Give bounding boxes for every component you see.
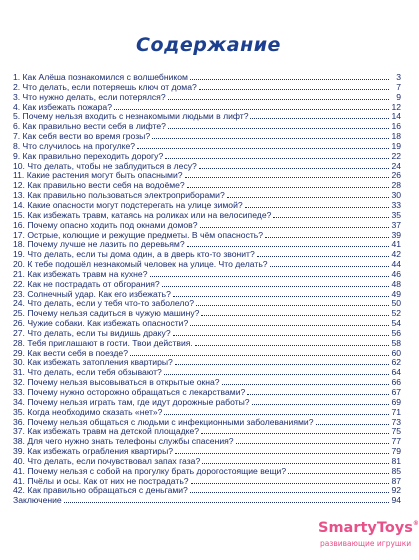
toc-entry-title: 40. Что делать, если почувствовал запах газа? bbox=[13, 455, 201, 466]
toc-entry-page: 48 bbox=[391, 278, 401, 289]
toc-leader-dots bbox=[185, 176, 389, 178]
toc-entry-title: 39. Как избежать ограбления квартиры? bbox=[13, 446, 174, 457]
toc-entry-title: 2. Что делать, если потеряешь ключ от дома? bbox=[13, 81, 197, 92]
toc-leader-dots bbox=[190, 491, 389, 493]
logo-tagline: развивающие игрушки bbox=[320, 539, 412, 548]
toc-leader-dots bbox=[201, 314, 389, 316]
toc-leader-dots bbox=[245, 206, 389, 208]
toc-entry-title: 41. Почему нельзя с собой на прогулку брать дорогостоящие вещи? bbox=[13, 465, 287, 476]
toc-leader-dots bbox=[265, 236, 389, 238]
toc-entry-page: 79 bbox=[391, 446, 401, 457]
toc-leader-dots bbox=[190, 78, 389, 80]
toc-entry-title: 26. Чужие собаки. Как избежать опасности? bbox=[13, 318, 189, 329]
toc-leader-dots bbox=[64, 501, 389, 503]
toc-leader-dots bbox=[257, 255, 389, 257]
toc-entry-page: 62 bbox=[391, 357, 401, 368]
toc-entry-page: 28 bbox=[391, 180, 401, 191]
toc-entry-title: 19. Что делать, если ты дома один, а в дверь кто-то звонит? bbox=[13, 249, 255, 260]
toc-entry-page: 42 bbox=[391, 249, 401, 260]
toc-leader-dots bbox=[236, 442, 389, 444]
toc-leader-dots bbox=[250, 117, 389, 119]
toc-entry-page: 52 bbox=[391, 308, 401, 319]
toc-entry-title: 36. Почему нельзя общаться с людьми с инфекционными заболеваниями? bbox=[13, 416, 314, 427]
toc-entry-page: 94 bbox=[391, 495, 401, 506]
toc-entry-page: 24 bbox=[391, 160, 401, 171]
toc-entry-title: 34. Почему нельзя играть там, где идут дорожные работы? bbox=[13, 396, 250, 407]
toc-entry-page: 54 bbox=[391, 318, 401, 329]
toc-entry-page: 67 bbox=[391, 387, 401, 397]
toc-leader-dots bbox=[252, 403, 389, 405]
toc-entry-title: 35. Когда необходимо сказать «нет»? bbox=[13, 406, 163, 417]
toc-leader-dots bbox=[137, 147, 389, 149]
toc-entry-title: 8. Что случилось на прогулке? bbox=[13, 140, 136, 151]
toc-entry-page: 41 bbox=[391, 239, 401, 250]
toc-entry-title: 20. К тебе подошёл незнакомый человек на улице. Что делать? bbox=[13, 259, 268, 270]
toc-entry-page: 66 bbox=[391, 377, 401, 388]
toc-entry-title: 5. Почему нельзя входить с незнакомыми людьми в лифт? bbox=[13, 111, 249, 122]
toc-entry-page: 7 bbox=[396, 81, 401, 92]
toc-entry-title: 10. Что делать, чтобы не заблудиться в лесу? bbox=[13, 160, 197, 171]
toc-leader-dots bbox=[152, 137, 389, 139]
toc-entry-title: 14. Какие опасности могут подстерегать на улице зимой? bbox=[13, 199, 243, 210]
toc-leader-dots bbox=[130, 354, 389, 356]
toc-entry-page: 85 bbox=[391, 465, 401, 476]
toc-entry-title: 1. Как Алёша познакомился с волшебником bbox=[13, 72, 188, 82]
table-of-contents bbox=[13, 73, 401, 506]
toc-leader-dots bbox=[173, 334, 389, 336]
toc-entry-page: 81 bbox=[391, 455, 401, 466]
toc-entry-page: 92 bbox=[391, 485, 401, 496]
toc-leader-dots bbox=[168, 127, 389, 129]
toc-entry-title: 31. Что делать, если тебя обзывают? bbox=[13, 367, 162, 378]
toc-entry bbox=[13, 486, 401, 496]
toc-entry-title: 11. Какие растения могут быть опасными? bbox=[13, 170, 183, 181]
toc-leader-dots bbox=[222, 383, 389, 385]
toc-leader-dots bbox=[175, 363, 389, 365]
toc-entry-page: 39 bbox=[391, 229, 401, 240]
toc-entry-page: 30 bbox=[391, 190, 401, 201]
toc-entry-title: 13. Как правильно пользоваться электроприборами? bbox=[13, 190, 225, 201]
toc-leader-dots bbox=[150, 275, 390, 277]
toc-entry-title: 22. Как не пострадать от обгорания? bbox=[13, 278, 160, 289]
toc-leader-dots bbox=[190, 324, 389, 326]
toc-entry-title: 25. Почему нельзя садиться в чужую машину? bbox=[13, 308, 200, 319]
toc-entry-page: 19 bbox=[391, 140, 401, 151]
toc-leader-dots bbox=[165, 157, 389, 159]
toc-entry-page: 60 bbox=[391, 347, 401, 358]
toc-entry-page: 26 bbox=[391, 170, 401, 181]
toc-entry-page: 87 bbox=[391, 475, 401, 486]
toc-entry-title: 33. Почему нужно осторожно обращаться с лекарствами? bbox=[13, 387, 246, 397]
toc-entry-title: 41. Пчёлы и осы. Как от них не пострадать? bbox=[13, 475, 189, 486]
toc-entry-page: 3 bbox=[396, 72, 401, 82]
toc-leader-dots bbox=[173, 295, 389, 297]
toc-leader-dots bbox=[199, 167, 389, 169]
toc-leader-dots bbox=[195, 344, 389, 346]
toc-leader-dots bbox=[316, 423, 390, 425]
toc-entry-page: 64 bbox=[391, 367, 401, 378]
toc-entry-page: 46 bbox=[391, 268, 401, 279]
toc-entry-title: 3. Что нужно делать, если потерялся? bbox=[13, 91, 166, 102]
toc-entry-title: 12. Как правильно вести себя на водоёме? bbox=[13, 180, 185, 191]
toc-entry-title: 18. Почему лучше не лазить по деревьям? bbox=[13, 239, 185, 250]
toc-entry-title: 37. Как избежать травм на детской площадке? bbox=[13, 426, 200, 437]
toc-leader-dots bbox=[288, 472, 389, 474]
toc-entry-page: 69 bbox=[391, 396, 401, 407]
toc-entry-page: 33 bbox=[391, 199, 401, 210]
toc-leader-dots bbox=[187, 245, 389, 247]
toc-entry-page: 71 bbox=[391, 406, 401, 417]
toc-leader-dots bbox=[114, 108, 389, 110]
toc-entry-title: 21. Как избежать травм на кухне? bbox=[13, 268, 148, 279]
toc-entry-page: 49 bbox=[391, 288, 401, 299]
toc-leader-dots bbox=[196, 304, 389, 306]
toc-leader-dots bbox=[187, 186, 389, 188]
toc-leader-dots bbox=[202, 462, 389, 464]
toc-entry-title: 42. Как правильно обращаться с деньгами? bbox=[13, 485, 188, 496]
toc-entry bbox=[13, 496, 401, 506]
toc-leader-dots bbox=[270, 265, 389, 267]
toc-leader-dots bbox=[201, 432, 389, 434]
toc-entry-title: Заключение bbox=[13, 495, 62, 506]
watermark-logo bbox=[318, 520, 419, 556]
toc-entry-title: 4. Как избежать пожара? bbox=[13, 101, 112, 112]
toc-entry-page: 12 bbox=[391, 101, 401, 112]
toc-entry-page: 22 bbox=[391, 150, 401, 161]
toc-leader-dots bbox=[273, 216, 389, 218]
toc-entry-title: 24. Что делать, если у тебя что-то заболело? bbox=[13, 298, 195, 309]
toc-entry-page: 16 bbox=[391, 121, 401, 132]
toc-entry-title: 15. Как избежать травм, катаясь на роликах или на велосипеде? bbox=[13, 209, 272, 220]
toc-entry-title: 17. Острые, колющие и режущие предметы. В чём опасность? bbox=[13, 229, 264, 240]
toc-entry-page: 50 bbox=[391, 298, 401, 309]
page-title: Содержание bbox=[136, 34, 281, 56]
toc-entry-title: 7. Как себя вести во время грозы? bbox=[13, 131, 151, 142]
toc-entry-title: 30. Как избежать затопления квартиры? bbox=[13, 357, 173, 368]
toc-entry-title: 29. Как вести себя в поезде? bbox=[13, 347, 128, 358]
toc-entry-title: 16. Почему опасно ходить под окнами домов? bbox=[13, 219, 198, 230]
toc-entry-page: 75 bbox=[391, 426, 401, 437]
toc-entry-title: 28. Тебя приглашают в гости. Твои действия. bbox=[13, 337, 193, 348]
toc-entry-page: 14 bbox=[391, 111, 401, 122]
toc-entry-title: 9. Как правильно переходить дорогу? bbox=[13, 150, 164, 161]
toc-entry-page: 44 bbox=[391, 259, 401, 270]
toc-leader-dots bbox=[175, 452, 389, 454]
toc-entry-title: 32. Почему нельзя высовываться в открытые окна? bbox=[13, 377, 220, 388]
toc-entry-page: 73 bbox=[391, 416, 401, 427]
toc-entry-title: 23. Солнечный удар. Как его избежать? bbox=[13, 288, 171, 299]
toc-entry-page: 9 bbox=[396, 91, 401, 102]
toc-leader-dots bbox=[191, 482, 389, 484]
toc-leader-dots bbox=[200, 226, 389, 228]
toc-entry-page: 18 bbox=[391, 131, 401, 142]
toc-leader-dots bbox=[168, 98, 389, 100]
toc-entry-page: 77 bbox=[391, 436, 401, 447]
toc-entry-page: 35 bbox=[391, 209, 401, 220]
toc-entry-page: 37 bbox=[391, 219, 401, 230]
toc-entry-title: 6. Как правильно вести себя в лифте? bbox=[13, 121, 166, 132]
toc-leader-dots bbox=[162, 285, 389, 287]
toc-leader-dots bbox=[199, 88, 389, 90]
logo-name: SmartyToys® bbox=[318, 520, 419, 536]
toc-entry-title: 27. Что делать, если ты видишь драку? bbox=[13, 327, 171, 338]
toc-entry-title: 38. Для чего нужно знать телефоны службы спасения? bbox=[13, 436, 234, 447]
toc-leader-dots bbox=[227, 196, 389, 198]
toc-entry-page: 56 bbox=[391, 327, 401, 338]
toc-entry-page: 58 bbox=[391, 337, 401, 348]
toc-leader-dots bbox=[164, 413, 389, 415]
toc-leader-dots bbox=[247, 393, 389, 395]
toc-leader-dots bbox=[164, 373, 389, 375]
